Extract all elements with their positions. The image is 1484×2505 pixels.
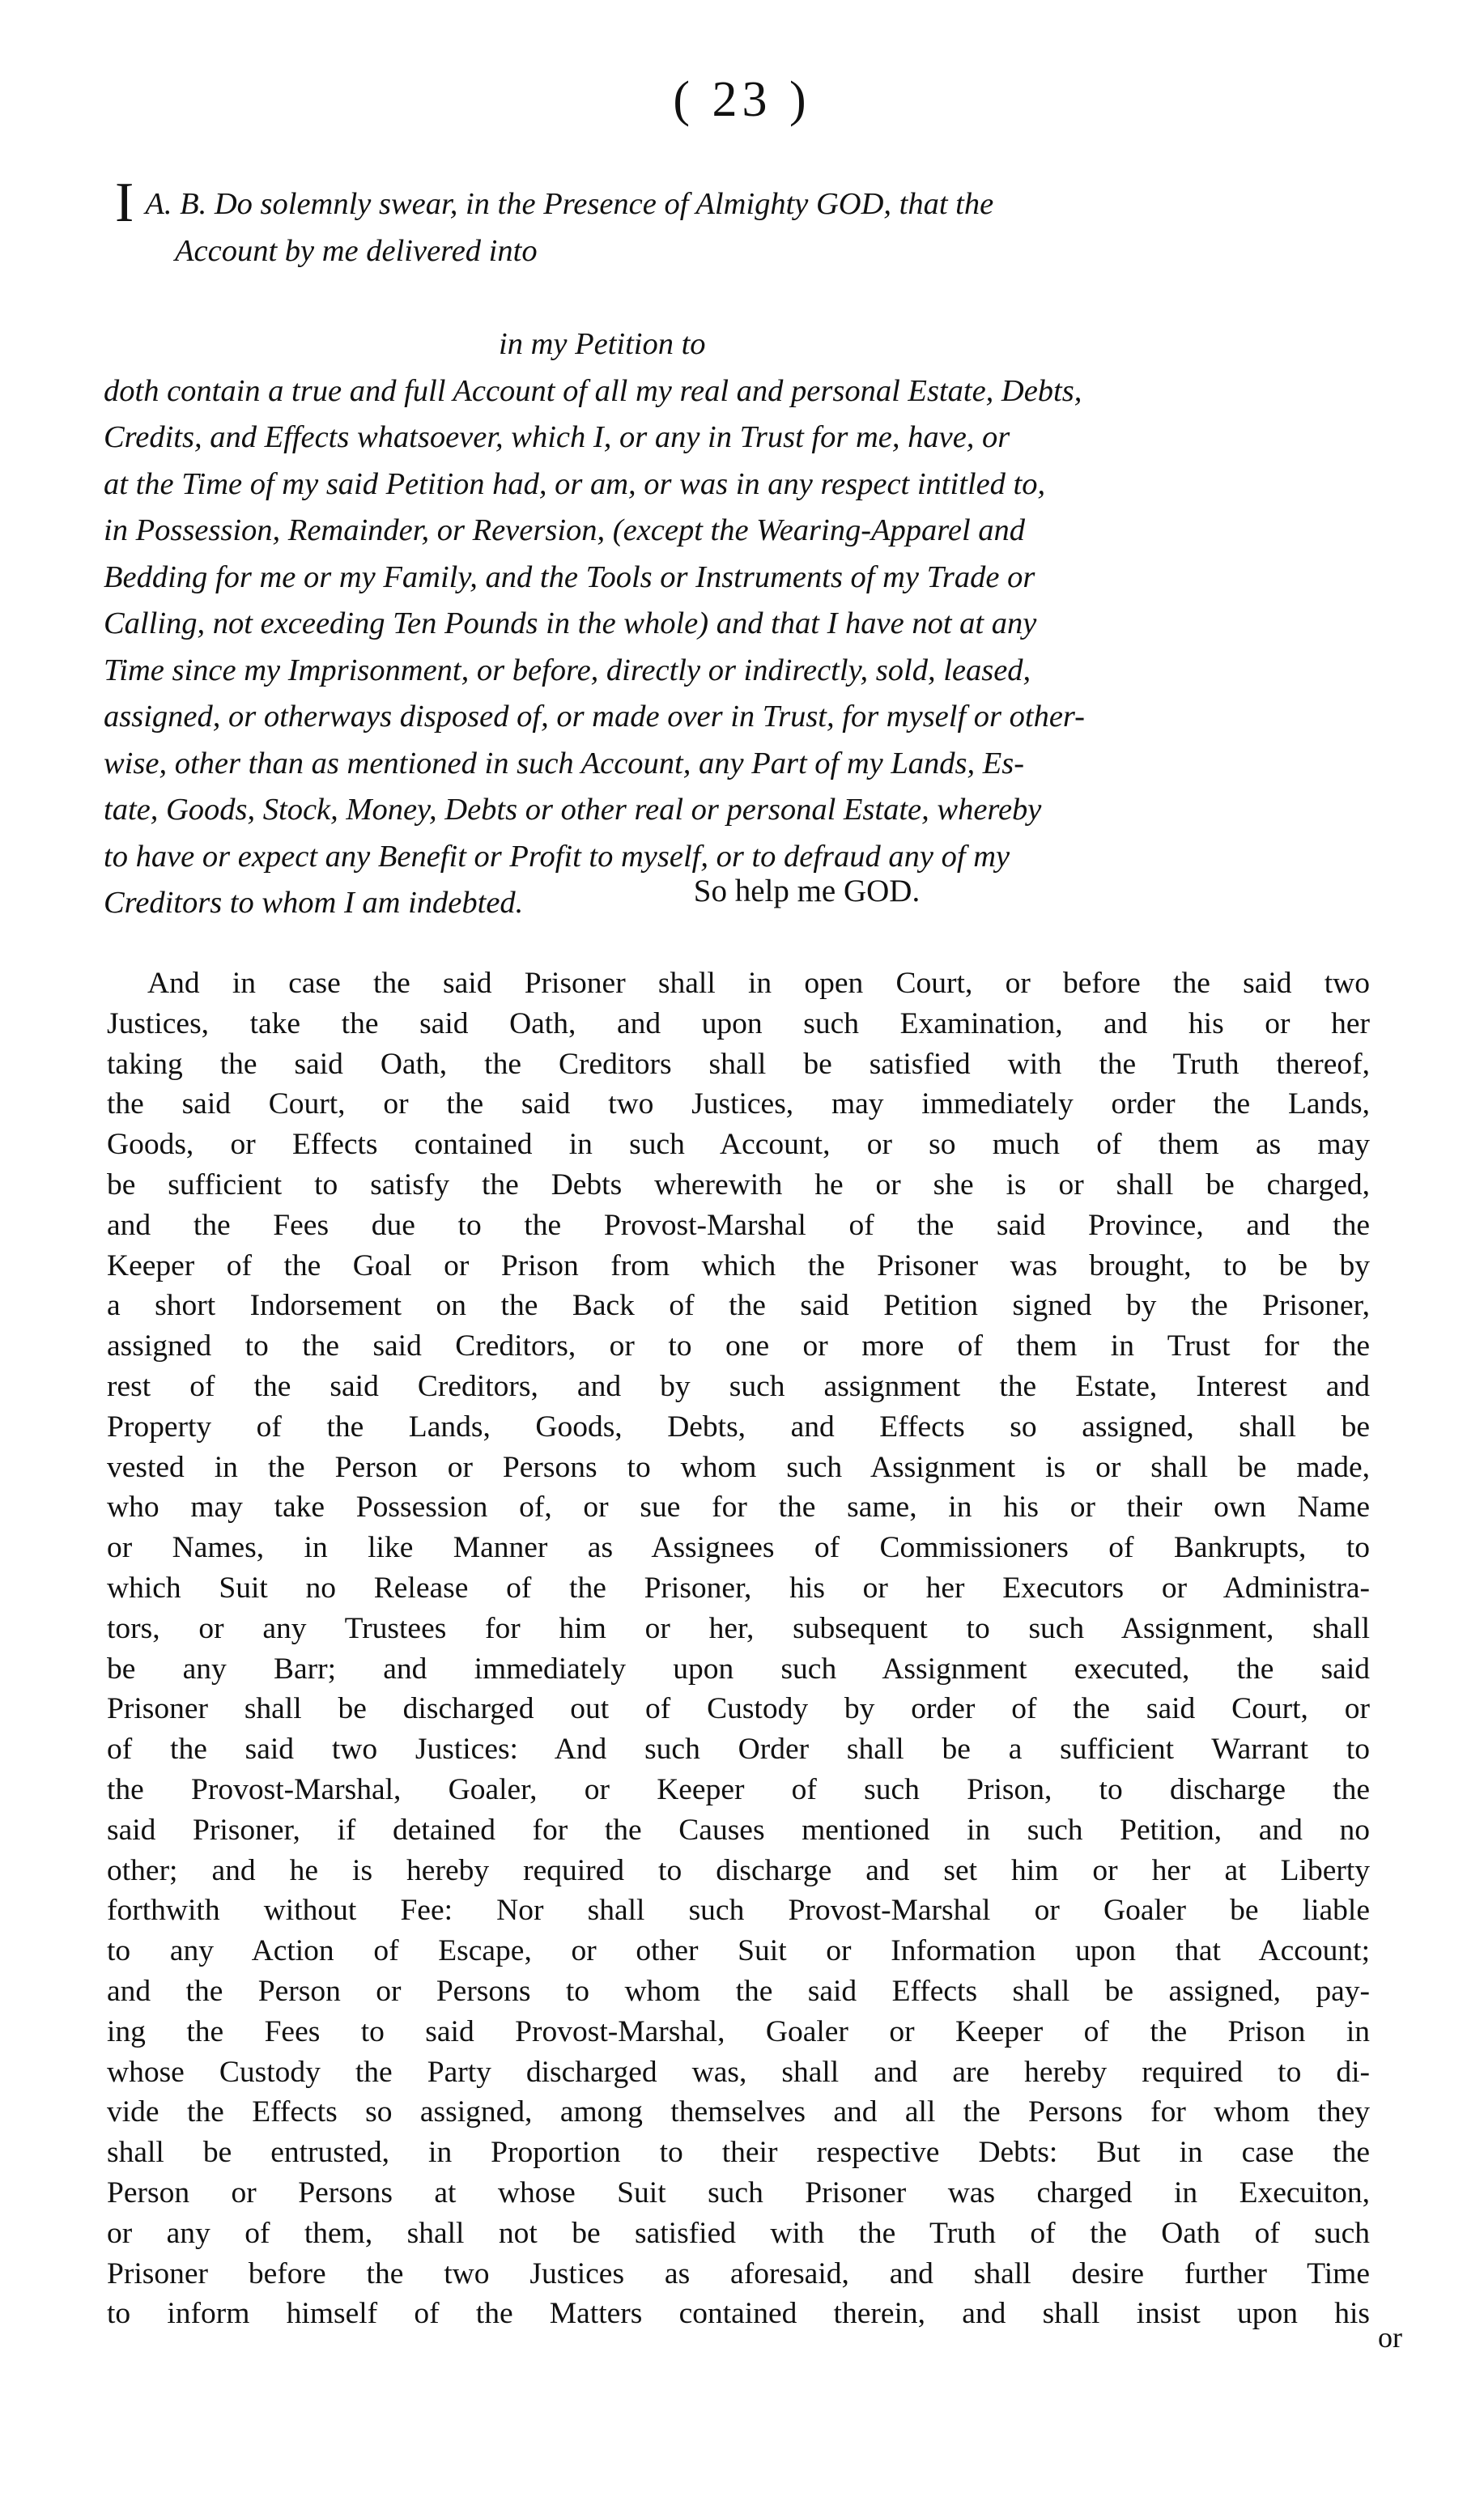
- body-line: be any Barr; and immediately upon such Assignment executed, the said: [107, 1652, 1370, 1686]
- body-line: Keeper of the Goal or Prison from which the Prisoner was brought, to be by: [107, 1248, 1370, 1282]
- body-line: Person or Persons at whose Suit such Prisoner was charged in Execuiton,: [107, 2175, 1370, 2209]
- oath-closing: So help me GOD.: [693, 874, 921, 908]
- body-line: the Provost-Marshal, Goaler, or Keeper of such Prison, to discharge the: [107, 1772, 1370, 1806]
- body-line: taking the said Oath, the Creditors shall be satisfied with the Truth thereof,: [107, 1047, 1370, 1081]
- oath-line: wise, other than as mentioned in such Account, any Part of my Lands, Es-: [104, 746, 1025, 780]
- body-line: of the said two Justices: And such Order shall be a sufficient Warrant to: [107, 1733, 1370, 1767]
- body-line: said Prisoner, if detained for the Causes mentioned in such Petition, and no: [107, 1813, 1370, 1847]
- oath-line: Credits, and Effects whatsoever, which I, or any in Trust for me, have, or: [104, 420, 1010, 454]
- body-line: or any of them, shall not be satisfied with the Truth of the Oath of such: [107, 2216, 1370, 2250]
- body-line: Prisoner shall be discharged out of Custody by order of the said Court, or: [107, 1692, 1370, 1726]
- body-line: and the Fees due to the Provost-Marshal of the said Province, and the: [107, 1208, 1370, 1242]
- catchword: or: [1378, 2321, 1402, 2354]
- oath-line-3: in my Petition to: [499, 327, 706, 361]
- oath-line-1: [104, 172, 1367, 234]
- body-line: forthwith without Fee: Nor shall such Provost-Marshal or Goaler be liable: [107, 1894, 1370, 1928]
- body-line: Goods, or Effects contained in such Account, or so much of them as may: [107, 1128, 1370, 1162]
- body-line: Justices, take the said Oath, and upon such Examination, and his or her: [107, 1006, 1370, 1040]
- body-line: a short Indorsement on the Back of the said Petition signed by the Prisoner,: [107, 1289, 1370, 1323]
- body-line: Property of the Lands, Goods, Debts, and Effects so assigned, shall be: [107, 1410, 1370, 1444]
- oath-line: tate, Goods, Stock, Money, Debts or other real or personal Estate, whereby: [104, 793, 1042, 827]
- body-line: or Names, in like Manner as Assignees of Commissioners of Bankrupts, to: [107, 1531, 1370, 1565]
- oath-line: in Possession, Remainder, or Reversion, (except the Wearing-Apparel and: [104, 513, 1026, 547]
- body-line: shall be entrusted, in Proportion to their respective Debts: But in case the: [107, 2136, 1370, 2170]
- oath-line: Time since my Imprisonment, or before, directly or indirectly, sold, leased,: [104, 653, 1031, 687]
- body-line: ing the Fees to said Provost-Marshal, Goaler or Keeper of the Prison in: [107, 2014, 1370, 2048]
- oath-line: to have or expect any Benefit or Profit to myself, or to defraud any of my: [104, 839, 1010, 874]
- oath-line: Creditors to whom I am indebted.: [104, 886, 524, 920]
- oath-line: at the Time of my said Petition had, or am, or was in any respect intitled to,: [104, 466, 1046, 501]
- body-paragraph: [107, 963, 1402, 2354]
- body-line: other; and he is hereby required to discharge and set him or her at Liberty: [107, 1853, 1370, 1887]
- body-line: rest of the said Creditors, and by such assignment the Estate, Interest and: [107, 1369, 1370, 1403]
- page-number: ( 23 ): [673, 72, 811, 127]
- oath-line: Calling, not exceeding Ten Pounds in the whole) and that I have not at any: [104, 606, 1037, 640]
- body-line: And in case the said Prisoner shall in open Court, or before the said two: [147, 967, 1370, 1000]
- body-line: tors, or any Trustees for him or her, subsequent to such Assignment, shall: [107, 1611, 1370, 1645]
- oath-text: [104, 172, 1367, 927]
- oath-line: assigned, or otherways disposed of, or made over in Trust, for myself or other-: [104, 700, 1085, 734]
- oath-line-1-text: A. B. Do solemnly swear, in the Presence of Almighty GOD, that the: [145, 187, 994, 221]
- body-line: to inform himself of the Matters contained therein, and shall insist upon his: [107, 2297, 1370, 2331]
- body-line: who may take Possession of, or sue for the same, in his or their own Name: [107, 1491, 1370, 1525]
- body-line: to any Action of Escape, or other Suit or Information upon that Account;: [107, 1934, 1370, 1968]
- body-line: and the Person or Persons to whom the said Effects shall be assigned, pay-: [107, 1974, 1370, 2008]
- body-line: assigned to the said Creditors, or to one or more of them in Trust for the: [107, 1329, 1370, 1363]
- oath-dropcap: I: [115, 172, 134, 234]
- body-line: which Suit no Release of the Prisoner, his or her Executors or Administra-: [107, 1571, 1370, 1605]
- oath-line: doth contain a true and full Account of all my real and personal Estate, Debts,: [104, 373, 1082, 408]
- body-line: the said Court, or the said two Justices, may immediately order the Lands,: [107, 1087, 1370, 1121]
- body-line: be sufficient to satisfy the Debts wherewith he or she is or shall be charged,: [107, 1167, 1370, 1201]
- body-line: whose Custody the Party discharged was, shall and are hereby required to di-: [107, 2055, 1370, 2089]
- oath-line: Bedding for me or my Family, and the Tools or Instruments of my Trade or: [104, 559, 1035, 594]
- body-line: Prisoner before the two Justices as aforesaid, and shall desire further Time: [107, 2256, 1370, 2290]
- oath-line-2: Account by me delivered into: [175, 233, 538, 268]
- body-line: vested in the Person or Persons to whom such Assignment is or shall be made,: [107, 1450, 1370, 1484]
- body-line: vide the Effects so assigned, among themselves and all the Persons for whom they: [107, 2095, 1370, 2129]
